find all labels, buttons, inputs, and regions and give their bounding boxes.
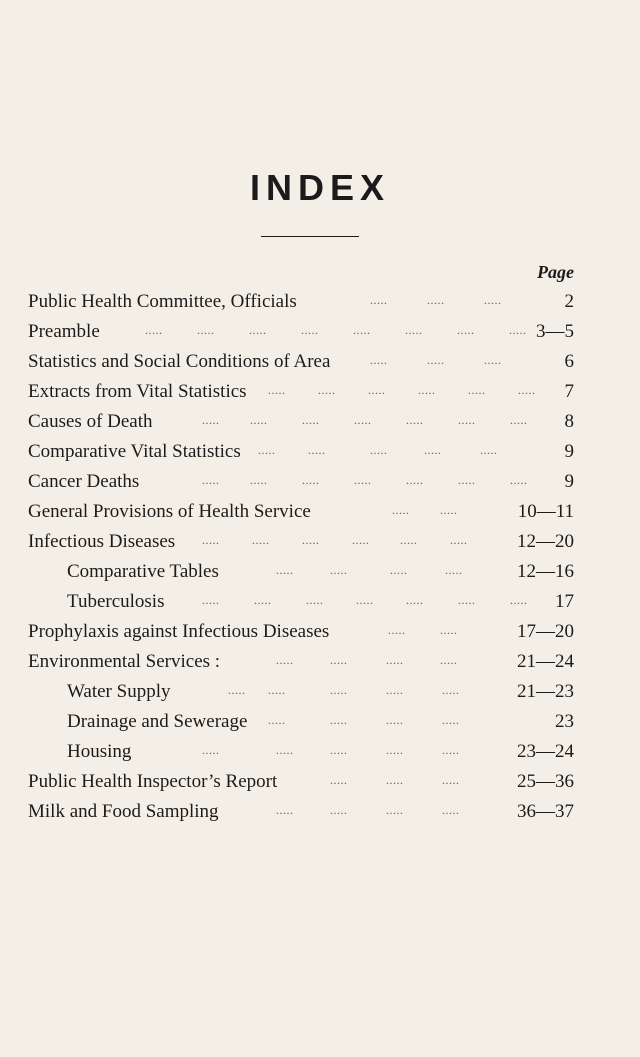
leader-dots: ..... [510, 473, 528, 487]
leader-dots: ..... [440, 653, 458, 667]
index-subentry [0, 557, 640, 587]
entry-label: Environmental Services : [28, 651, 221, 672]
title-divider [261, 236, 359, 237]
leader-dots: ..... [330, 743, 348, 757]
leader-dots: ..... [352, 533, 370, 547]
leader-dots: ..... [418, 383, 436, 397]
index-entry [0, 347, 640, 377]
leader-dots: ..... [308, 443, 326, 457]
entry-label: Drainage and Sewerage [67, 711, 248, 732]
leader-dots: ..... [386, 803, 404, 817]
entry-page: 6 [564, 351, 574, 372]
leader-dots: ..... [202, 413, 220, 427]
entry-label: Cancer Deaths [28, 471, 140, 492]
entry-page: 25—36 [517, 771, 574, 792]
leader-dots: ..... [510, 593, 528, 607]
entry-page: 10—11 [517, 501, 574, 522]
leader-dots: ..... [302, 533, 320, 547]
entry-label: Comparative Tables [67, 561, 219, 582]
leader-dots: ..... [400, 533, 418, 547]
leader-dots: ..... [368, 383, 386, 397]
entry-page: 9 [564, 471, 574, 492]
entry-page: 8 [564, 411, 574, 432]
leader-dots: ..... [302, 473, 320, 487]
entry-page: 7 [564, 381, 574, 402]
leader-dots: ..... [370, 293, 388, 307]
leader-dots: ..... [406, 473, 424, 487]
leader-dots: ..... [405, 323, 423, 337]
index-entry [0, 797, 640, 827]
entry-page: 21—23 [517, 681, 574, 702]
entry-page: 23—24 [517, 741, 574, 762]
leader-dots: ..... [276, 563, 294, 577]
leader-dots: ..... [276, 743, 294, 757]
leader-dots: ..... [468, 383, 486, 397]
leader-dots: ..... [442, 743, 460, 757]
leader-dots: ..... [268, 383, 286, 397]
leader-dots: ..... [330, 683, 348, 697]
leader-dots: ..... [354, 413, 372, 427]
leader-dots: ..... [145, 323, 163, 337]
entry-page: 2 [564, 291, 574, 312]
leader-dots: ..... [197, 323, 215, 337]
leader-dots: ..... [458, 593, 476, 607]
leader-dots: ..... [202, 593, 220, 607]
index-entry [0, 437, 640, 467]
leader-dots: ..... [442, 683, 460, 697]
entry-label: Prophylaxis against Infectious Diseases [28, 621, 330, 642]
leader-dots: ..... [406, 593, 424, 607]
leader-dots: ..... [353, 323, 371, 337]
index-entry [0, 617, 640, 647]
leader-dots: ..... [392, 503, 410, 517]
index-entry [0, 287, 640, 317]
index-entry [0, 527, 640, 557]
leader-dots: ..... [370, 353, 388, 367]
leader-dots: ..... [268, 713, 286, 727]
leader-dots: ..... [356, 593, 374, 607]
leader-dots: ..... [406, 413, 424, 427]
entry-label: Milk and Food Sampling [28, 801, 219, 822]
leader-dots: ..... [354, 473, 372, 487]
leader-dots: ..... [202, 473, 220, 487]
entry-page: 9 [564, 441, 574, 462]
entry-page: 12—20 [517, 531, 574, 552]
leader-dots: ..... [252, 533, 270, 547]
leader-dots: ..... [202, 743, 220, 757]
index-title: INDEX [249, 167, 391, 208]
entry-page: 21—24 [517, 651, 574, 672]
leader-dots: ..... [386, 743, 404, 757]
leader-dots: ..... [250, 413, 268, 427]
index-subentry [0, 587, 640, 617]
entry-label: Statistics and Social Conditions of Area [28, 351, 331, 372]
index-entry [0, 377, 640, 407]
leader-dots: ..... [510, 413, 528, 427]
leader-dots: ..... [249, 323, 267, 337]
leader-dots: ..... [480, 443, 498, 457]
leader-dots: ..... [276, 653, 294, 667]
leader-dots: ..... [386, 683, 404, 697]
leader-dots: ..... [318, 383, 336, 397]
leader-dots: ..... [440, 503, 458, 517]
entry-page: 17—20 [517, 621, 574, 642]
leader-dots: ..... [424, 443, 442, 457]
leader-dots: ..... [458, 413, 476, 427]
leader-dots: ..... [390, 563, 408, 577]
leader-dots: ..... [450, 533, 468, 547]
index-entry [0, 407, 640, 437]
leader-dots: ..... [457, 323, 475, 337]
page-column-heading: Page [537, 262, 574, 282]
entry-label: Housing [67, 741, 132, 762]
leader-dots: ..... [427, 293, 445, 307]
leader-dots: ..... [442, 713, 460, 727]
leader-dots: ..... [202, 533, 220, 547]
leader-dots: ..... [250, 473, 268, 487]
leader-dots: ..... [268, 683, 286, 697]
leader-dots: ..... [427, 353, 445, 367]
leader-dots: ..... [330, 563, 348, 577]
entry-label: Water Supply [67, 681, 171, 702]
entry-label: Comparative Vital Statistics [28, 441, 241, 462]
index-subentry [0, 677, 640, 707]
leader-dots: ..... [386, 713, 404, 727]
leader-dots: ..... [306, 593, 324, 607]
leader-dots: ..... [330, 713, 348, 727]
index-subentry [0, 737, 640, 767]
leader-dots: ..... [518, 383, 536, 397]
leader-dots: ..... [302, 413, 320, 427]
index-subentry [0, 707, 640, 737]
entry-page: 3—5 [536, 321, 574, 342]
entry-label: Public Health Committee, Officials [28, 291, 297, 312]
index-entry [0, 497, 640, 527]
entry-label: Tuberculosis [67, 591, 165, 612]
leader-dots: ..... [484, 293, 502, 307]
index-entry [0, 317, 640, 347]
leader-dots: ..... [330, 803, 348, 817]
leader-dots: ..... [386, 653, 404, 667]
leader-dots: ..... [228, 683, 246, 697]
leader-dots: ..... [440, 623, 458, 637]
leader-dots: ..... [442, 773, 460, 787]
entry-page: 36—37 [517, 801, 574, 822]
entry-label: Causes of Death [28, 411, 153, 432]
entry-page: 23 [555, 711, 574, 732]
index-entry [0, 767, 640, 797]
index-entry [0, 647, 640, 677]
leader-dots: ..... [442, 803, 460, 817]
leader-dots: ..... [458, 473, 476, 487]
entry-label: General Provisions of Health Service [28, 501, 311, 522]
leader-dots: ..... [330, 653, 348, 667]
leader-dots: ..... [301, 323, 319, 337]
leader-dots: ..... [509, 323, 527, 337]
leader-dots: ..... [484, 353, 502, 367]
leader-dots: ..... [370, 443, 388, 457]
entry-page: 12—16 [517, 561, 574, 582]
entry-page: 17 [555, 591, 574, 612]
entry-label: Extracts from Vital Statistics [28, 381, 247, 402]
leader-dots: ..... [445, 563, 463, 577]
leader-dots: ..... [276, 803, 294, 817]
entry-label: Public Health Inspector’s Report [28, 771, 278, 792]
entry-label: Infectious Diseases [28, 531, 176, 552]
leader-dots: ..... [388, 623, 406, 637]
index-entries [0, 287, 640, 827]
index-entry [0, 467, 640, 497]
entry-label: Preamble [28, 321, 100, 342]
leader-dots: ..... [386, 773, 404, 787]
leader-dots: ..... [254, 593, 272, 607]
leader-dots: ..... [258, 443, 276, 457]
leader-dots: ..... [330, 773, 348, 787]
